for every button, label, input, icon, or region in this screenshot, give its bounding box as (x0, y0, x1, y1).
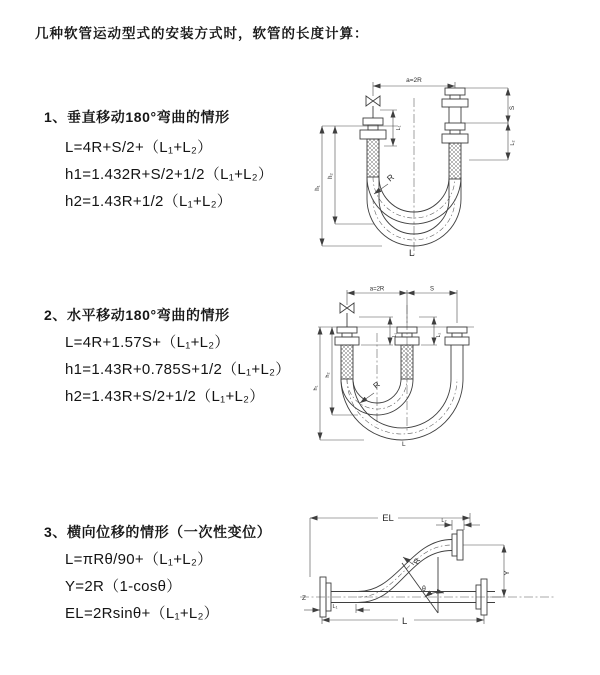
dim-label-a2r: a=2R (406, 77, 422, 84)
dim-label-el: EL (382, 513, 394, 524)
dim-label-theta: θ (422, 586, 426, 593)
dim-label-s: S (509, 105, 516, 111)
section-3-formula-L: L=πRθ/90+（L₁+L₂） (65, 551, 213, 568)
dim-label-l2: L₂ (510, 140, 516, 146)
section-2-formula-h1: h1=1.43R+0.785S+1/2（L₁+L₂） (65, 361, 291, 378)
section-1-formula-h2: h2=1.43R+1/2（L₁+L₂） (65, 193, 233, 210)
page-title: 几种软管运动型式的安装方式时，软管的长度计算： (35, 26, 369, 41)
dim-label-l2: L₂ (441, 518, 447, 524)
pipe-break-symbol: Z (302, 595, 306, 602)
dim-label-r: R (411, 556, 423, 566)
dim-label-l1: L₁ (392, 332, 398, 338)
upper-right-flange (452, 530, 463, 560)
section-1-formula-h1: h1=1.432R+S/2+1/2（L₁+L₂） (65, 166, 274, 183)
dim-label-r: R (371, 379, 382, 391)
dim-label-h2: h₂ (325, 372, 331, 378)
section-3-heading: 3、横向位移的情形（一次性变位） (44, 524, 272, 540)
section-1-heading: 1、垂直移动180°弯曲的情形 (44, 109, 230, 125)
dimension-lines (322, 82, 508, 246)
dim-label-l: L (402, 441, 406, 448)
dim-label-h1: h₁ (315, 185, 321, 191)
left-pipe-fitting (335, 327, 359, 379)
middle-pipe-fitting (395, 327, 419, 379)
section-2-heading: 2、水平移动180°弯曲的情形 (44, 307, 230, 323)
dim-label-l: L (402, 616, 408, 627)
diagram-vertical-180-bend (308, 70, 573, 260)
valve-icon (366, 96, 380, 118)
right-pipe-fitting (442, 88, 468, 199)
dim-label-y: Y (502, 570, 511, 576)
section-1-formula-L: L=4R+S/2+（L₁+L₂） (65, 139, 213, 156)
valve-icon (340, 303, 354, 327)
diagram-lateral-displacement (298, 503, 588, 633)
dim-label-l2: L₂ (436, 332, 442, 338)
section-3-formula-Y: Y=2R（1-cosθ） (65, 578, 182, 595)
theta-construction-lines (402, 557, 444, 613)
dim-label-l1: L₁ (396, 125, 402, 131)
diagram-horizontal-180-bend (312, 283, 492, 451)
dim-label-h1: h₁ (313, 385, 319, 391)
dim-label-r: R (384, 171, 396, 184)
section-3-formula-EL: EL=2Rsinθ+（L₁+L₂） (65, 605, 219, 622)
dim-label-l: L (409, 248, 415, 259)
dim-label-s: S (429, 286, 435, 293)
dim-label-a2r: a=2R (369, 286, 385, 293)
section-2-formula-L: L=4R+1.57S+（L₁+L₂） (65, 334, 230, 351)
left-pipe-fitting (360, 118, 386, 199)
section-2-formula-h2: h2=1.43R+S/2+1/2（L₁+L₂） (65, 388, 265, 405)
dim-label-h2: h₂ (328, 173, 334, 179)
hose-u-bends (341, 379, 463, 440)
right-pipe-fitting-moved (445, 327, 469, 379)
dim-label-l1: L₁ (332, 604, 338, 610)
